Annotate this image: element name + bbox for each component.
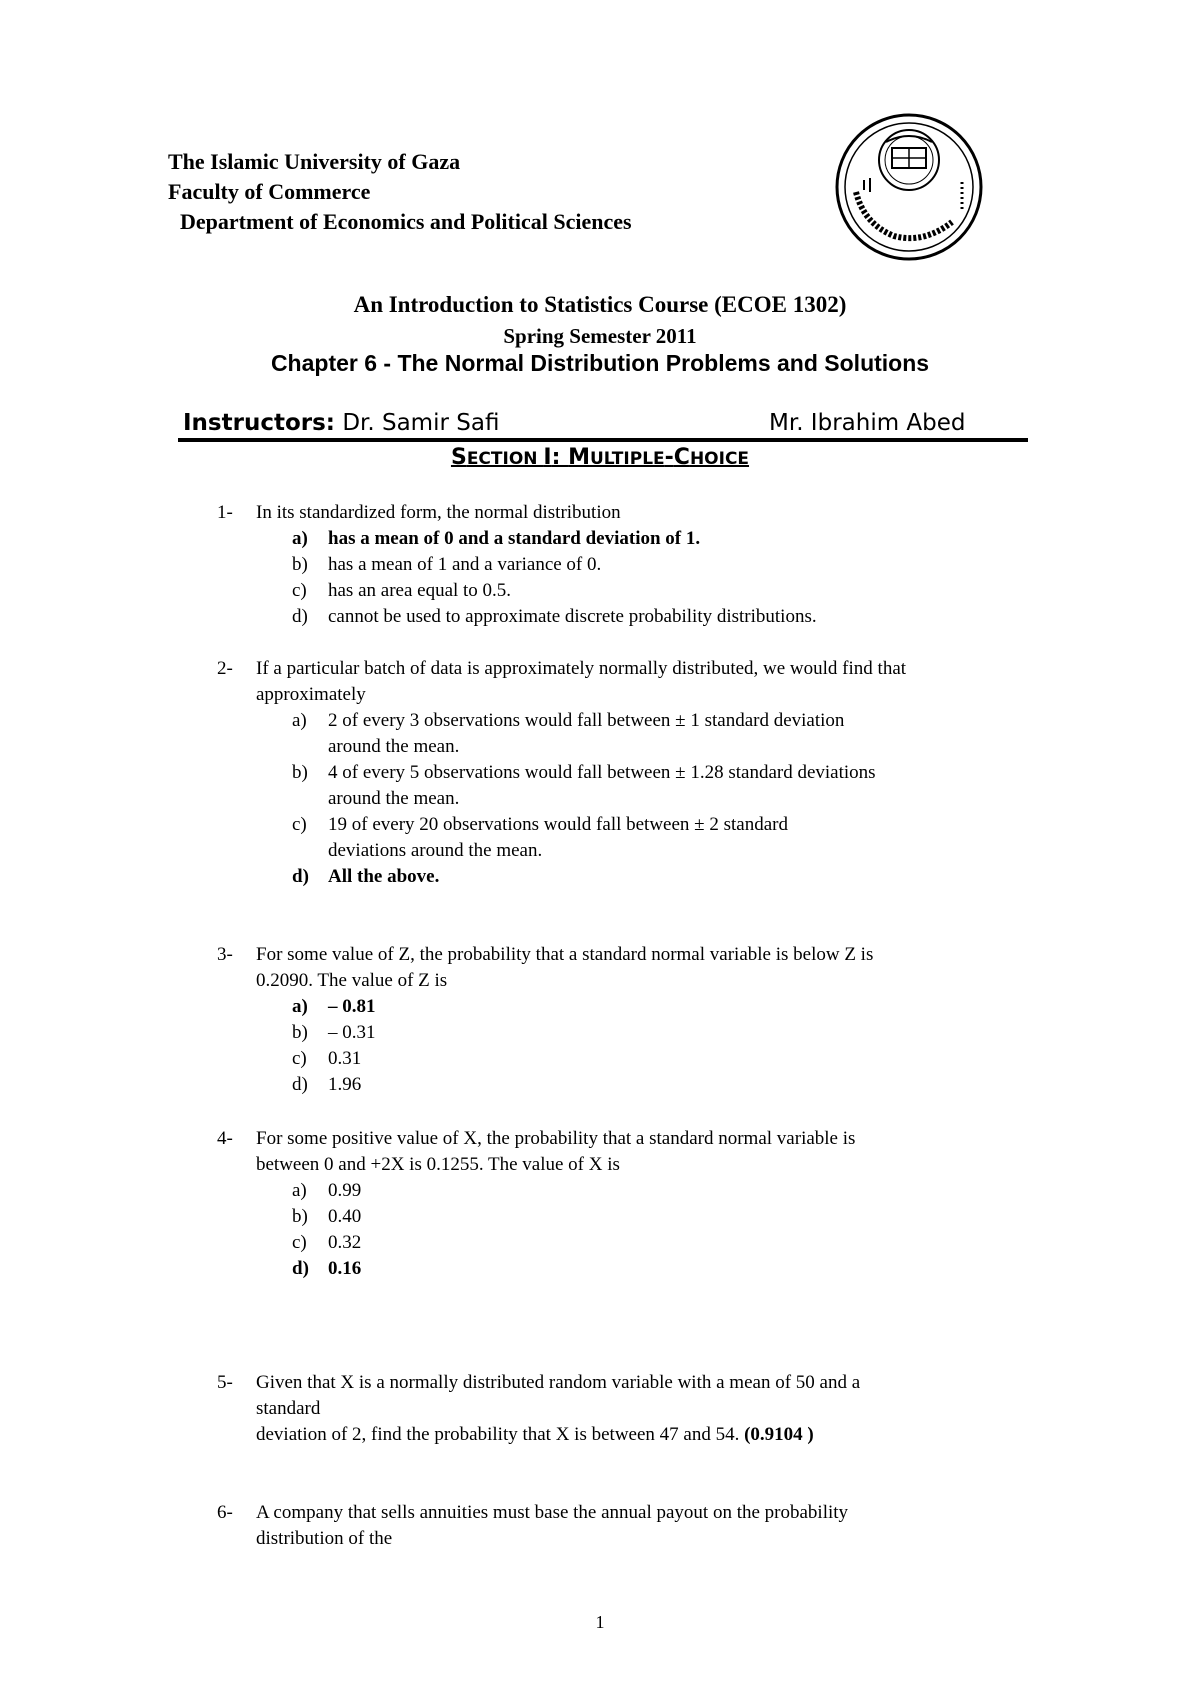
q4-option-c: 0.32 (328, 1232, 362, 1253)
question-2-text-line-2: approximately (256, 684, 366, 705)
section-colon: : (551, 445, 569, 470)
faculty-name: Faculty of Commerce (168, 179, 371, 204)
question-5-answer: (0.9104 ) (744, 1424, 814, 1445)
q3-option-d-letter: d) (292, 1074, 308, 1095)
question-5-continuation: deviation of 2, find the probability that X is between 47 and 54. (256, 1424, 740, 1445)
question-2-text-line-1: If a particular batch of data is approximately normally distributed, we would find that (256, 658, 907, 679)
university-name: The Islamic University of Gaza (168, 149, 461, 174)
question-3-number: 3- (217, 944, 233, 965)
section-letter-s: S (450, 445, 467, 470)
question-1-number: 1- (217, 502, 233, 523)
section-word-hoice: HOICE (689, 449, 750, 469)
q2-option-a-letter: a) (292, 710, 307, 731)
question-6-number: 6- (217, 1502, 233, 1523)
section-word-ection: ECTION (466, 449, 544, 469)
question-3-text-line-2: 0.2090. The value of Z is (256, 970, 448, 991)
q2-option-b-line-2: around the mean. (328, 788, 460, 809)
section-letter-c: C (673, 445, 690, 470)
question-2-number: 2- (217, 658, 233, 679)
question-6-text-line-2: distribution of the (256, 1528, 393, 1549)
university-seal-logo (834, 112, 984, 262)
q4-option-b-letter: b) (292, 1206, 308, 1227)
instructor-1: Dr. Samir Safi (342, 410, 500, 436)
q4-option-d: 0.16 (328, 1258, 362, 1279)
semester-title: Spring Semester 2011 (503, 324, 697, 348)
university-header (168, 147, 632, 237)
q3-option-d: 1.96 (328, 1074, 362, 1095)
q1-option-d: cannot be used to approximate discrete probability distributions. (328, 606, 817, 627)
q4-option-a: 0.99 (328, 1180, 362, 1201)
q2-option-c-letter: c) (292, 814, 307, 835)
question-3-text-line-1: For some value of Z, the probability that a standard normal variable is below Z is (256, 944, 874, 965)
section-numeral: I (543, 445, 552, 470)
question-5-text-line-2: standard (256, 1398, 321, 1419)
q2-option-c-line-2: deviations around the mean. (328, 840, 543, 861)
q4-option-d-letter: d) (292, 1258, 309, 1279)
section-dash: - (664, 445, 674, 470)
section-letter-m: M (568, 445, 590, 470)
question-5-text-line-3 (256, 1422, 1036, 1448)
q3-option-c-letter: c) (292, 1048, 307, 1069)
header-divider (178, 438, 1028, 442)
q2-option-c-line-1: 19 of every 20 observations would fall between ± 2 standard (328, 814, 788, 835)
q3-option-a-letter: a) (292, 996, 308, 1017)
q1-option-c-letter: c) (292, 580, 307, 601)
section-word-ultiple: ULTIPLE (589, 449, 665, 469)
q4-option-b: 0.40 (328, 1206, 362, 1227)
question-6-text-line-1: A company that sells annuities must base the annual payout on the probability (256, 1502, 849, 1523)
q3-option-b-letter: b) (292, 1022, 308, 1043)
q2-option-b-letter: b) (292, 762, 308, 783)
q3-option-b: – 0.31 (328, 1022, 376, 1043)
instructor-2: Mr. Ibrahim Abed (769, 410, 966, 436)
question-5-text-line-1: Given that X is a normally distributed random variable with a mean of 50 and a (256, 1372, 861, 1393)
chapter-title: Chapter 6 - The Normal Distribution Problems and Solutions (270, 350, 930, 376)
q1-option-b: has a mean of 1 and a variance of 0. (328, 554, 602, 575)
section-heading (0, 445, 1200, 470)
question-1-text: In its standardized form, the normal distribution (256, 502, 621, 523)
q1-option-a-letter: a) (292, 528, 308, 549)
question-5-number: 5- (217, 1372, 233, 1393)
q4-option-c-letter: c) (292, 1232, 307, 1253)
instructors-label: Instructors: (183, 410, 335, 436)
q4-option-a-letter: a) (292, 1180, 307, 1201)
q2-option-d: All the above. (328, 866, 440, 887)
q3-option-c: 0.31 (328, 1048, 362, 1069)
course-title: An Introduction to Statistics Course (ECOE 1302) (353, 292, 847, 317)
q1-option-a: has a mean of 0 and a standard deviation of 1. (328, 528, 701, 549)
department-name: Department of Economics and Political Sciences (180, 209, 632, 234)
q2-option-a-line-2: around the mean. (328, 736, 460, 757)
q1-option-b-letter: b) (292, 554, 308, 575)
q2-option-d-letter: d) (292, 866, 309, 887)
q1-option-c: has an area equal to 0.5. (328, 580, 512, 601)
q2-option-a-line-1: 2 of every 3 observations would fall between ± 1 standard deviation (328, 710, 845, 731)
page-number: 1 (595, 1612, 605, 1632)
q3-option-a: – 0.81 (328, 996, 376, 1017)
question-4-text-line-2: between 0 and +2X is 0.1255. The value of X is (256, 1154, 620, 1175)
q2-option-b-line-1: 4 of every 5 observations would fall between ± 1.28 standard deviations (328, 762, 876, 783)
instructors-line (183, 410, 499, 436)
question-4-number: 4- (217, 1128, 233, 1149)
question-4-text-line-1: For some positive value of X, the probability that a standard normal variable is (256, 1128, 856, 1149)
q1-option-d-letter: d) (292, 606, 308, 627)
